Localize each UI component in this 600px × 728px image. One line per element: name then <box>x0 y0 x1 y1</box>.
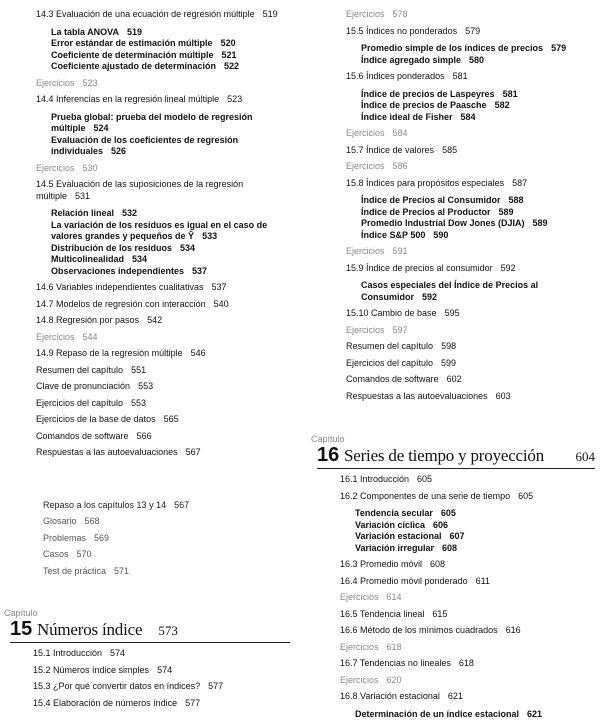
entry-page: 553 <box>138 381 154 391</box>
toc-section-entry[interactable] <box>346 26 596 38</box>
entry-title: Ejercicios del capítulo <box>346 357 434 368</box>
entry-page: 551 <box>131 364 147 375</box>
toc-section-entry[interactable] <box>33 681 290 693</box>
review-entry[interactable] <box>43 516 298 528</box>
chapter-15 <box>4 608 290 709</box>
entry-page: 533 <box>202 231 218 241</box>
entry-title: Comandos de software <box>36 430 129 441</box>
toc-section-entry[interactable] <box>33 665 290 677</box>
entry-page: 597 <box>392 324 408 335</box>
entry-title: 15.7 Índice de valores <box>346 144 435 155</box>
toc-entries-right <box>346 9 596 402</box>
toc-left-column <box>36 4 298 577</box>
entry-page: 540 <box>213 298 229 309</box>
entry-page: 580 <box>469 54 485 65</box>
entry-title: 16.6 Método de los mínimos cuadrados <box>340 625 498 635</box>
entry-page: 587 <box>512 177 528 188</box>
toc-subentry[interactable] <box>340 709 595 721</box>
entry-page: 584 <box>460 111 476 122</box>
entry-page: 523 <box>82 77 98 88</box>
toc-subentry[interactable] <box>340 543 595 555</box>
entry-page: 607 <box>449 531 465 541</box>
entry-title: Evaluación de los coeficientes de regresión individuales <box>51 134 239 156</box>
entry-page: 605 <box>518 490 534 501</box>
entry-title: Ejercicios <box>346 9 385 19</box>
chapter-page: 573 <box>158 623 178 638</box>
entry-title: Ejercicios <box>340 641 379 652</box>
chapter-label: Capítulo <box>311 434 345 444</box>
entry-page: 591 <box>392 246 408 256</box>
toc-section-entry[interactable] <box>36 282 288 294</box>
toc-section-entry[interactable] <box>346 374 596 386</box>
entry-title: Multicolinealidad <box>51 254 125 264</box>
entry-title: 15.9 Índice de precios al consumidor <box>346 262 493 273</box>
toc-subentry[interactable] <box>36 243 281 255</box>
toc-section-entry[interactable] <box>346 71 596 83</box>
entry-title: 15.4 Elaboración de números índice <box>33 697 178 708</box>
entry-page: 581 <box>452 71 468 81</box>
review-entry[interactable] <box>43 533 298 545</box>
entry-page: 534 <box>180 242 196 253</box>
entry-page: 566 <box>136 430 152 441</box>
chapter-label: Capítulo <box>4 608 38 618</box>
toc-subentry[interactable] <box>346 230 581 242</box>
entry-page: 608 <box>442 542 458 553</box>
entry-page: 589 <box>532 218 548 228</box>
toc-section-entry[interactable] <box>36 9 288 21</box>
toc-subentry[interactable] <box>346 280 581 303</box>
review-section <box>36 500 298 578</box>
chapter-number: 15 <box>10 618 33 640</box>
entry-title: 15.10 Cambio de base <box>346 308 437 318</box>
entry-title: Problemas <box>43 532 87 543</box>
toc-subentry[interactable] <box>346 89 581 101</box>
entry-page: 546 <box>190 348 206 358</box>
entry-title: Distribución de los residuos <box>51 242 173 253</box>
toc-exercises-entry[interactable] <box>346 161 596 173</box>
toc-exercises-entry[interactable] <box>346 246 596 258</box>
review-entry[interactable] <box>43 549 298 561</box>
entry-title: Comandos de software <box>346 374 439 384</box>
chapter-heading[interactable] <box>10 618 290 643</box>
toc-exercises-entry[interactable] <box>340 642 595 654</box>
entry-title: 15.3 ¿Por qué convertir datos en índices? <box>33 681 201 691</box>
entry-page: 523 <box>227 94 243 104</box>
toc-section-entry[interactable] <box>36 447 288 459</box>
entry-title: 16.7 Tendencias no lineales <box>340 658 451 668</box>
entry-page: 565 <box>163 414 179 424</box>
toc-section-entry[interactable] <box>340 576 595 588</box>
toc-subentry[interactable] <box>340 520 595 532</box>
toc-subentry[interactable] <box>346 43 581 55</box>
toc-section-entry[interactable] <box>36 414 288 426</box>
toc-section-entry[interactable] <box>36 365 288 377</box>
entry-page: 519 <box>262 9 278 19</box>
entry-page: 608 <box>430 559 446 569</box>
toc-exercises-entry[interactable] <box>36 163 288 175</box>
entry-page: 590 <box>433 229 449 240</box>
entry-page: 537 <box>211 282 227 292</box>
chapter-16 <box>311 434 595 720</box>
toc-entries-left <box>36 9 298 459</box>
review-entry[interactable] <box>43 566 298 578</box>
entry-title: Variación estacional <box>355 531 442 541</box>
chapter-title: Series de tiempo y proyección <box>344 446 545 465</box>
entry-title: 14.8 Regresión por pasos <box>36 315 140 325</box>
entry-title: Glosario <box>43 516 77 526</box>
entry-page: 530 <box>82 162 98 173</box>
entry-title: Ejercicios <box>346 128 385 138</box>
entry-page: 598 <box>441 341 457 351</box>
entry-title: Resumen del capítulo <box>346 341 434 351</box>
entry-page: 595 <box>444 308 460 318</box>
toc-subentry[interactable] <box>36 38 281 50</box>
entry-page: 567 <box>174 499 190 510</box>
entry-page: 579 <box>551 43 567 53</box>
entry-title: Ejercicios <box>36 331 75 342</box>
entry-page: 606 <box>433 519 449 530</box>
entry-page: 519 <box>127 26 143 37</box>
toc-subentry[interactable] <box>36 254 281 266</box>
entry-title: 15.1 Introducción <box>33 648 103 658</box>
entry-page: 611 <box>475 575 490 586</box>
entry-page: 618 <box>458 658 474 668</box>
toc-section-entry[interactable] <box>36 94 288 106</box>
entry-page: 577 <box>185 697 201 708</box>
toc-section-entry[interactable] <box>346 358 596 370</box>
entry-page: 553 <box>131 397 147 408</box>
toc-section-entry[interactable] <box>340 658 595 670</box>
entry-title: Respuestas a las autoevaluaciones <box>346 390 488 401</box>
entry-title: Determinación de un índice estacional <box>355 708 520 719</box>
entry-title: 14.6 Variables independientes cualitativas <box>36 282 204 292</box>
entry-page: 602 <box>446 374 462 384</box>
entry-title: 15.2 Números índice simples <box>33 664 150 675</box>
entry-title: Variación cíclica <box>355 519 426 530</box>
entry-page: 621 <box>447 691 463 701</box>
toc-subentry[interactable] <box>346 100 581 112</box>
toc-section-entry[interactable] <box>36 315 288 327</box>
entry-title: Ejercicios <box>340 592 379 602</box>
entry-page: 589 <box>498 206 514 217</box>
entry-page: 614 <box>386 592 402 602</box>
entry-title: 16.8 Variación estacional <box>340 691 440 701</box>
toc-section-entry[interactable] <box>346 263 596 275</box>
entry-title: Ejercicios del capítulo <box>36 397 124 408</box>
toc-section-entry[interactable] <box>340 491 595 503</box>
entry-title: Promedio Industrial Dow Jones (DJIA) <box>361 218 525 228</box>
entry-title: Observaciones independientes <box>51 265 185 276</box>
toc-section-entry[interactable] <box>33 648 290 660</box>
entry-title: 16.3 Promedio móvil <box>340 559 423 569</box>
entry-title: 16.2 Componentes de una serie de tiempo <box>340 490 511 501</box>
chapter-number: 16 <box>317 444 340 466</box>
entry-page: 571 <box>114 565 130 576</box>
toc-section-entry[interactable] <box>346 145 596 157</box>
entry-page: 585 <box>442 144 458 155</box>
entry-title: 16.1 Introducción <box>340 474 410 484</box>
toc-subentry[interactable] <box>346 195 581 207</box>
entry-title: Tendencia secular <box>355 508 433 518</box>
toc-exercises-entry[interactable] <box>346 325 596 337</box>
entry-title: 14.3 Evaluación de una ecuación de regresión múltiple <box>36 9 255 19</box>
entry-page: 578 <box>392 9 408 19</box>
entry-title: Índice de Precios al Consumidor <box>361 195 501 205</box>
entry-page: 579 <box>465 25 481 36</box>
entry-title: Casos especiales del Índice de Precios al Consumidor <box>361 280 539 302</box>
entry-page: 542 <box>147 315 163 325</box>
entry-title: Índice ideal de Fisher <box>361 111 453 122</box>
entry-page: 605 <box>417 474 433 484</box>
entry-page: 603 <box>495 390 511 401</box>
chapter-title: Números índice <box>37 620 143 639</box>
entry-page: 615 <box>432 608 448 619</box>
entry-page: 532 <box>122 208 138 218</box>
toc-section-entry[interactable] <box>340 559 595 571</box>
toc-section-entry[interactable] <box>346 391 596 403</box>
entry-page: 567 <box>185 447 201 457</box>
entry-title: Ejercicios <box>36 77 75 88</box>
entry-page: 526 <box>111 146 127 156</box>
toc-section-entry[interactable] <box>36 299 288 311</box>
entry-title: Ejercicios de la base de datos <box>36 414 156 424</box>
toc-section-entry[interactable] <box>346 178 596 190</box>
toc-subentry[interactable] <box>36 27 281 39</box>
toc-subentry[interactable] <box>340 531 595 543</box>
toc-subentry[interactable] <box>36 50 281 62</box>
toc-subentry[interactable] <box>36 135 281 158</box>
entry-title: Resumen del capítulo <box>36 364 124 375</box>
toc-subentry[interactable] <box>36 266 281 278</box>
toc-exercises-entry[interactable] <box>340 675 595 687</box>
entry-title: 16.5 Tendencia lineal <box>340 608 425 619</box>
entry-title: Índice S&P 500 <box>361 229 426 240</box>
entry-title: Coeficiente ajustado de determinación <box>51 61 217 71</box>
toc-subentry[interactable] <box>36 220 281 243</box>
entry-title: Índice agregado simple <box>361 54 462 65</box>
entry-page: 592 <box>422 291 438 302</box>
toc-section-entry[interactable] <box>36 179 288 202</box>
entry-page: 520 <box>220 38 236 48</box>
entry-page: 574 <box>157 664 173 675</box>
entry-title: 14.5 Evaluación de las suposiciones de la regresión múltiple <box>36 179 244 201</box>
entry-title: Índice de precios de Laspeyres <box>361 88 495 99</box>
toc-exercises-entry[interactable] <box>346 128 596 140</box>
entry-title: 14.7 Modelos de regresión con interacción <box>36 298 206 309</box>
toc-subentry[interactable] <box>36 112 281 135</box>
entry-title: 15.8 Índices para propósitos especiales <box>346 177 505 188</box>
entry-title: Ejercicios <box>346 246 385 256</box>
toc-section-entry[interactable] <box>340 625 595 637</box>
toc-exercises-entry[interactable] <box>36 78 288 90</box>
entry-title: Ejercicios <box>346 161 385 171</box>
entry-title: Ejercicios <box>36 162 75 173</box>
entry-title: Ejercicios <box>346 324 385 335</box>
toc-section-entry[interactable] <box>340 691 595 703</box>
toc-section-entry[interactable] <box>36 348 288 360</box>
entry-page: 568 <box>84 516 100 526</box>
entry-title: La tabla ANOVA <box>51 26 120 37</box>
toc-exercises-entry[interactable] <box>36 332 288 344</box>
entry-page: 605 <box>440 508 456 518</box>
toc-section-entry[interactable] <box>346 341 596 353</box>
entry-page: 522 <box>224 61 240 71</box>
chapter-entries <box>4 648 290 709</box>
entry-title: 14.9 Repaso de la regresión múltiple <box>36 348 183 358</box>
entry-page: 618 <box>386 641 402 652</box>
chapter-entries <box>311 474 595 720</box>
entry-title: Relación lineal <box>51 208 115 218</box>
toc-section-entry[interactable] <box>340 474 595 486</box>
toc-section-entry[interactable] <box>36 381 288 393</box>
toc-subentry[interactable] <box>346 55 581 67</box>
toc-subentry[interactable] <box>346 207 581 219</box>
entry-page: 588 <box>508 195 524 205</box>
entry-page: 531 <box>75 190 91 201</box>
entry-page: 592 <box>500 262 516 273</box>
entry-title: Variación irregular <box>355 542 435 553</box>
entry-page: 621 <box>527 708 543 719</box>
chapter-heading[interactable] <box>317 444 595 469</box>
entry-title: Test de práctica <box>43 565 107 576</box>
toc-section-entry[interactable] <box>33 698 290 710</box>
entry-title: Error estándar de estimación múltiple <box>51 38 213 48</box>
toc-subentry[interactable] <box>340 508 595 520</box>
entry-title: Prueba global: prueba del modelo de regresión múltiple <box>51 111 253 133</box>
entry-title: Ejercicios <box>340 674 379 685</box>
toc-section-entry[interactable] <box>36 431 288 443</box>
entry-page: 521 <box>221 49 237 60</box>
entry-page: 582 <box>494 100 510 110</box>
toc-section-entry[interactable] <box>346 308 596 320</box>
entry-title: La variación de los residuos es igual en el caso de valores grandes y pequeños de Ŷ <box>51 219 268 241</box>
entry-title: 15.5 Índices no ponderados <box>346 25 458 36</box>
entry-page: 599 <box>441 357 457 368</box>
entry-page: 524 <box>93 123 109 133</box>
entry-title: 16.4 Promedio móvil ponderado <box>340 575 468 586</box>
entry-page: 586 <box>392 161 408 171</box>
entry-title: Casos <box>43 549 69 559</box>
entry-title: 15.6 Índices ponderados <box>346 71 445 81</box>
review-entry[interactable] <box>43 500 298 512</box>
entry-page: 577 <box>208 681 224 691</box>
toc-subentry[interactable] <box>346 112 581 124</box>
entry-title: Repaso a los capítulos 13 y 14 <box>43 499 167 510</box>
entry-title: Respuestas a las autoevaluaciones <box>36 447 178 457</box>
entry-page: 569 <box>94 532 110 543</box>
entry-page: 616 <box>505 625 521 635</box>
entry-page: 581 <box>502 88 518 99</box>
toc-exercises-entry[interactable] <box>340 592 595 604</box>
entry-title: Índice de Precios al Productor <box>361 206 491 217</box>
entry-title: Índice de precios de Paasche <box>361 100 487 110</box>
toc-right-column <box>346 4 596 402</box>
toc-subentry[interactable] <box>36 208 281 220</box>
entry-page: 537 <box>192 265 208 276</box>
toc-subentry[interactable] <box>36 61 281 73</box>
entry-title: Clave de pronunciación <box>36 381 131 391</box>
toc-exercises-entry[interactable] <box>346 9 596 21</box>
entry-title: Coeficiente de determinación múltiple <box>51 49 214 60</box>
entry-page: 544 <box>82 331 98 342</box>
entry-page: 620 <box>386 674 402 685</box>
toc-section-entry[interactable] <box>340 609 595 621</box>
entry-page: 534 <box>132 254 148 264</box>
toc-section-entry[interactable] <box>36 398 288 410</box>
entry-title: 14.4 Inferencias en la regresión lineal múltiple <box>36 94 220 104</box>
entry-page: 570 <box>76 549 92 559</box>
entry-page: 584 <box>392 128 408 138</box>
toc-subentry[interactable] <box>346 218 581 230</box>
entry-page: 574 <box>110 648 126 658</box>
chapter-page: 604 <box>575 449 595 464</box>
entry-title: Promedio simple de los índices de precios <box>361 43 544 53</box>
